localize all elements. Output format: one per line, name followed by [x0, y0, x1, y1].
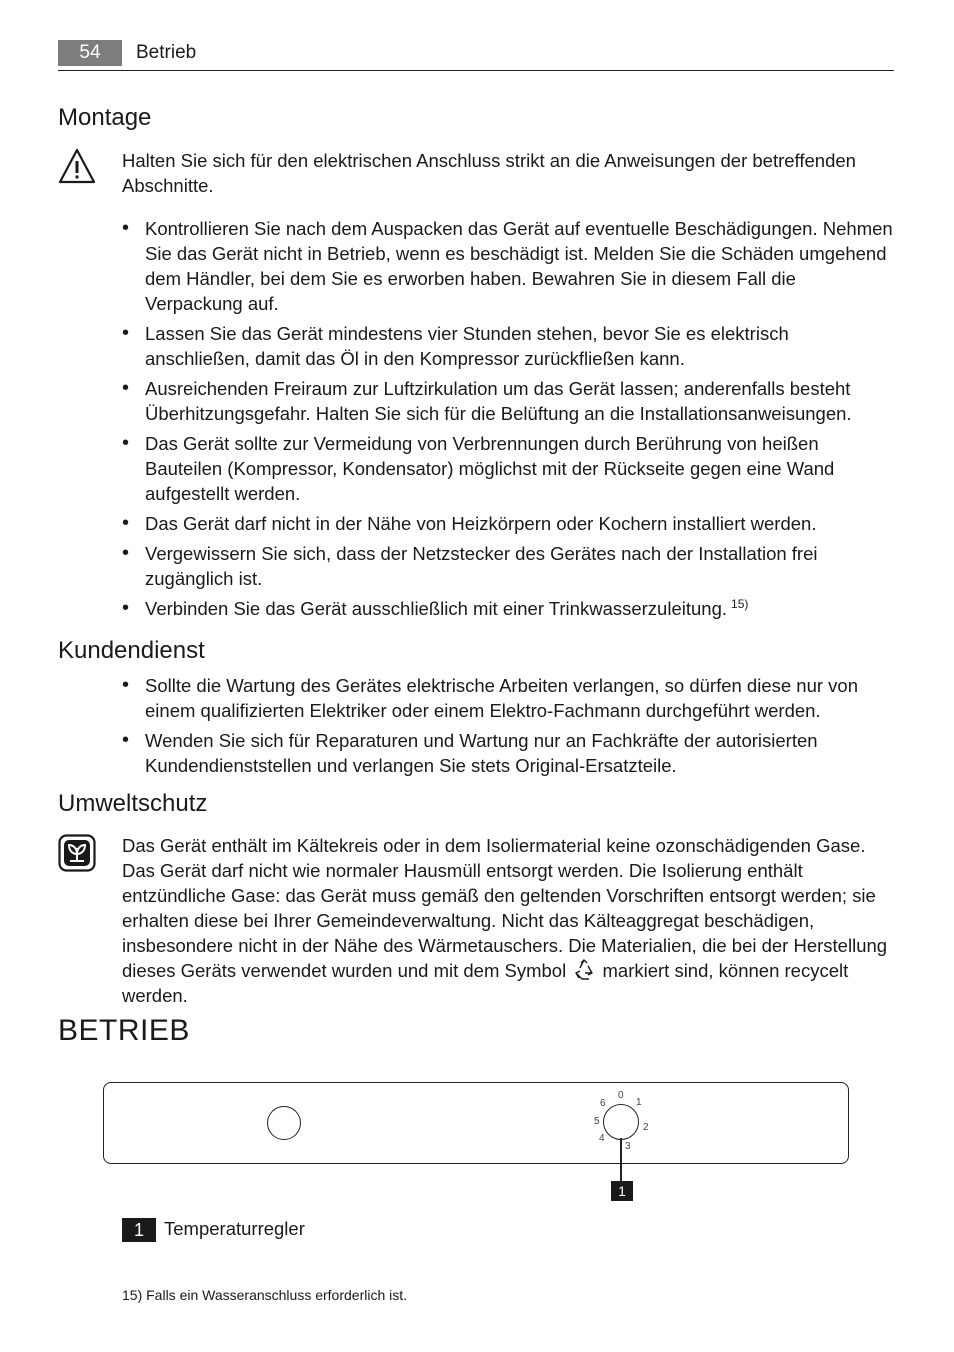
list-item: • Vergewissern Sie sich, dass der Netzstecker des Gerätes nach der Installation frei zugänglich ist.: [122, 541, 894, 591]
list-item: • Das Gerät darf nicht in der Nähe von Heizkörpern oder Kochern installiert werden.: [122, 511, 894, 536]
control-panel-illustration: [103, 1082, 849, 1164]
list-item: • Ausreichenden Freiraum zur Luftzirkulation um das Gerät lassen; anderenfalls besteht Überhitzungsgefahr. Halten Sie sich für die Belüftung an die Installationsanweisungen.: [122, 376, 894, 426]
dial-number-4: 4: [599, 1133, 605, 1144]
indicator-lamp: [267, 1106, 301, 1140]
header-divider: [58, 70, 894, 71]
legend-label: Temperaturregler: [164, 1218, 305, 1239]
dial-number-6: 6: [600, 1098, 606, 1109]
list-item: • Lassen Sie das Gerät mindestens vier Stunden stehen, bevor Sie es elektrisch anschließen, damit das Öl in den Kompressor zurückfließen kann.: [122, 321, 894, 371]
callout-leader-line: [620, 1138, 622, 1181]
recycle-icon: [573, 959, 595, 981]
temperature-dial: [603, 1104, 639, 1140]
umweltschutz-text-end: markiert sind, können recycelt werden.: [122, 960, 849, 1006]
dial-number-2: 2: [643, 1122, 649, 1133]
warning-icon: [58, 148, 96, 186]
dial-number-3: 3: [625, 1141, 631, 1152]
list-item: [122, 596, 894, 621]
montage-warning-text: Halten Sie sich für den elektrischen Anschluss strikt an die Anweisungen der betreffenden Abschnitte.: [122, 150, 856, 196]
callout-marker: 1: [611, 1181, 633, 1201]
list-item: • Wenden Sie sich für Reparaturen und Wartung nur an Fachkräfte der autorisierten Kundendienststellen und verlangen Sie stets Original-Ersatzteile.: [122, 728, 894, 778]
umweltschutz-text: [122, 833, 898, 1008]
montage-heading: Montage: [58, 104, 152, 131]
list-item: • Das Gerät sollte zur Vermeidung von Verbrennungen durch Berührung von heißen Bauteilen (Kompressor, Kondensator) möglichst mit der Rückseite gegen eine Wand aufgestellt werden.: [122, 431, 894, 506]
dial-number-0: 0: [618, 1090, 624, 1101]
kundendienst-list: [122, 673, 894, 783]
dial-number-5: 5: [594, 1116, 600, 1127]
legend-number: 1: [122, 1218, 156, 1242]
list-item-text: Verbinden Sie das Gerät ausschließlich mit einer Trinkwasserzuleitung.: [145, 598, 728, 619]
list-item: • Kontrollieren Sie nach dem Auspacken das Gerät auf eventuelle Beschädigungen. Nehmen Sie das Gerät nicht in Betrieb, wenn es beschädigt ist. Melden Sie die Schäden umgehend dem Händler, bei dem Sie es erworben haben. Bewahren Sie in diesem Fall die Verpackung auf.: [122, 216, 894, 316]
kundendienst-heading: Kundendienst: [58, 637, 205, 664]
footnote-reference: 15): [731, 597, 749, 611]
montage-list: [122, 216, 894, 626]
betrieb-heading: BETRIEB: [58, 1014, 190, 1047]
header-section-title: Betrieb: [136, 42, 197, 63]
umweltschutz-heading: Umweltschutz: [58, 790, 208, 817]
umweltschutz-text-main: Das Gerät enthält im Kältekreis oder in dem Isoliermaterial keine ozonschädigenden Gase. Das Gerät darf nicht wie normaler Hausmüll entsorgt werden. Die Isolierung enthält entzündliche Gase: das Gerät muss gemäß den geltenden Vorschriften entsorgt werden; sie erhalten diese bei Ihrer Gemeindeverwaltung. Nicht das Kälteaggregat beschädigen, insbesondere nicht in der Nähe des Wärmetauschers. Die Materialien, die bei der Herstellung dieses Geräts verwendet wurden und mit dem Symbol: [122, 835, 888, 981]
dial-number-1: 1: [636, 1097, 642, 1108]
page-number: 54: [58, 40, 122, 66]
environment-icon: [58, 834, 96, 872]
footnote: 15) Falls ein Wasseranschluss erforderlich ist.: [122, 1287, 408, 1303]
list-item: • Sollte die Wartung des Gerätes elektrische Arbeiten verlangen, so dürfen diese nur von einem qualifizierten Elektriker oder einem Elektro-Fachmann durchgeführt werden.: [122, 673, 894, 723]
